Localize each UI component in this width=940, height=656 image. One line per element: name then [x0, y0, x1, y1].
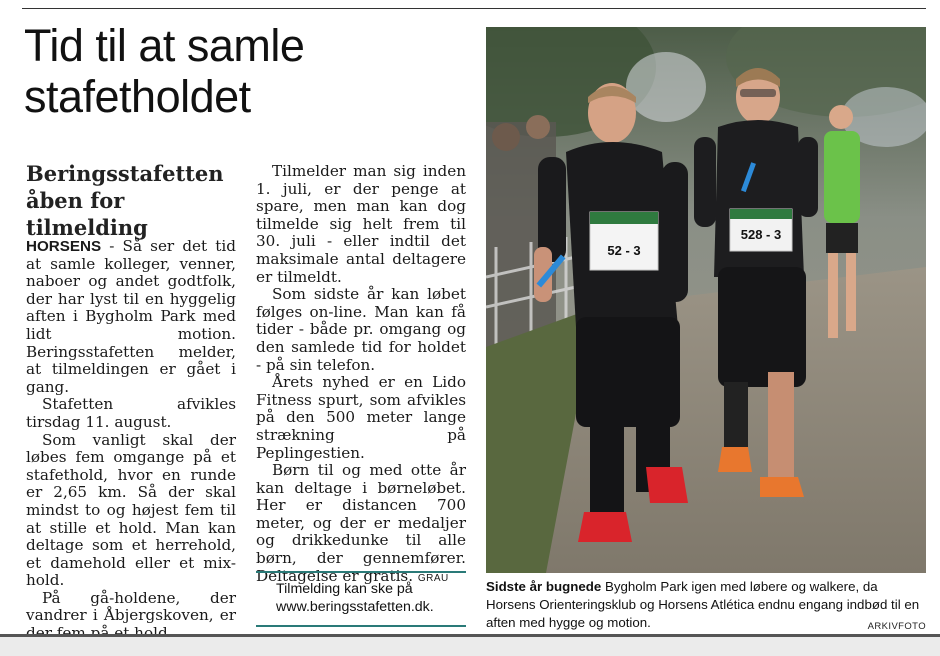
lead-text: - Så ser det tid at samle kolleger, venner, naboer og andet godtfolk, der har lyst til en hyggelig aften i Bygholm Park med lidt motion. Beringsstafetten melder, at tilmeldingen er gået i gang.	[26, 237, 236, 396]
runners-photo-illustration	[486, 27, 926, 573]
body-paragraph: På gå-holdene, der vandrer i Åbjergskoven, er	[26, 588, 236, 625]
bottom-bar	[0, 634, 940, 656]
article-column-2	[256, 163, 466, 587]
dateline: HORSENS	[26, 238, 102, 255]
body-paragraph: Som vanligt skal der løbes fem omgange på et stafethold, hvor en runde er 2,65 km. Så der skal mindst to og højest fem til at stille et hold. Man kan deltage som et herrehold, et damehold eller et mix-hold.	[26, 430, 236, 590]
factbox-url: www.beringsstafetten.dk.	[276, 599, 434, 615]
registration-factbox	[256, 571, 466, 627]
byline: GRAU	[417, 572, 449, 584]
headline: Tid til at samle stafetholdet	[24, 20, 305, 122]
subheadline: Beringsstafetten åben for tilmelding	[26, 161, 224, 240]
body-paragraph: Som sidste år kan løbet følges on-line. Man kan få tider - både pr. omgang og den samlede tid for holdet - på sin telefon.	[256, 285, 466, 374]
top-rule	[22, 8, 926, 9]
caption-text: Bygholm Park igen med løbere og walkere, da Horsens Orienteringsklub og Horsens Atlética endnu engang indbød til en aften med hygge og motion.	[486, 579, 920, 630]
body-paragraph: Stafetten afvikles tirsdag 11. august.	[26, 395, 236, 431]
article-column-1	[26, 238, 236, 643]
photo-credit: ARKIVFOTO	[867, 621, 926, 632]
lead-paragraph	[26, 238, 236, 396]
bib-number-right: 528 - 3	[740, 227, 782, 242]
body-paragraph	[256, 462, 466, 587]
body-paragraph: Tilmelder man sig inden 1. juli, er der penge at spare, men man kan dog tilmelde sig helt frem til 30. juli - eller indtil det maksimale antal deltagere er tilmeldt.	[256, 162, 466, 286]
runners-photo	[486, 27, 926, 573]
last-paragraph-text: Børn til og med otte år kan deltage i børneløbet. Her er distancen 700 meter, og der er medaljer og drikkedunke til alle børn, der gennemfører. Deltagelse er gratis.	[256, 461, 466, 585]
bottom-rule	[0, 634, 940, 637]
caption-lead: Sidste år bugnede	[486, 579, 602, 594]
photo-caption	[486, 578, 926, 632]
bib-number-left: 52 - 3	[607, 243, 641, 258]
factbox-line-1: Tilmelding kan ske på	[276, 581, 413, 597]
body-paragraph: Årets nyhed er en Lido Fitness spurt, som afvikles på den 500 meter lange strækning på Peplingestien.	[256, 373, 466, 462]
